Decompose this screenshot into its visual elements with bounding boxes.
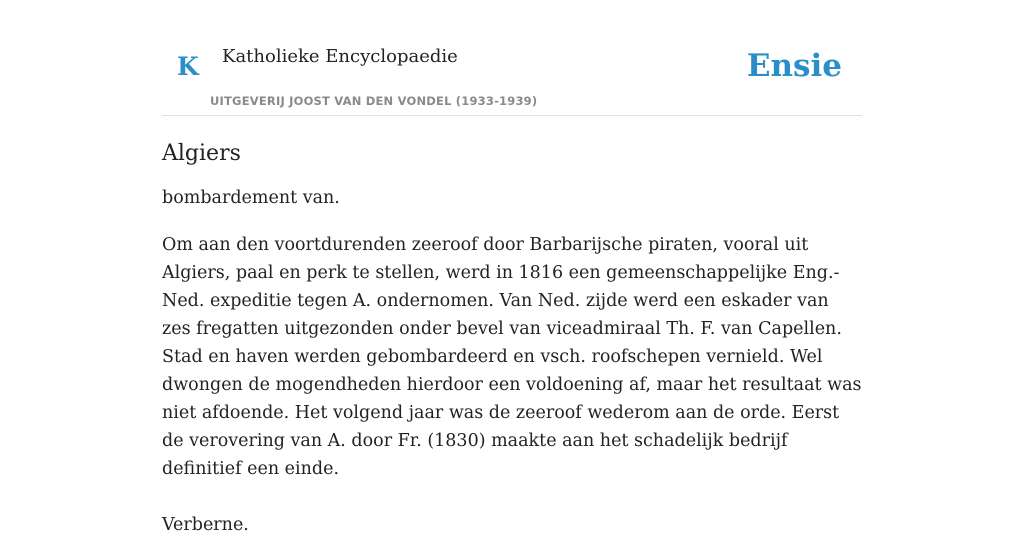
publisher-label: UITGEVERIJ JOOST VAN DEN VONDEL (1933-1939) [210, 94, 538, 108]
site-header [162, 0, 862, 116]
article-author: Verberne. [162, 515, 249, 535]
article [162, 138, 862, 539]
encyclopedia-title[interactable]: Katholieke Encyclopaedie [222, 46, 458, 67]
article-title: Algiers [162, 141, 241, 166]
ensie-logo-link[interactable]: Ensie [746, 48, 842, 84]
article-body: Om aan den voortdurenden zeeroof door Barbarijsche piraten, vooral uit Algiers, paal en perk te stellen, werd in 1816 een gemeenschappelijke Eng.-Ned. expeditie tegen A. ondernomen. Van Ned. zijde werd een eskader van zes fregatten uitgezonden onder bevel van viceadmiraal Th. F. van Capellen. Stad en haven werden gebombardeerd en vsch. roofschepen vernield. Wel dwongen de mogendheden hierdoor een voldoening af, maar het resultaat was niet afdoende. Het volgend jaar was de zeeroof wederom aan de orde. Eerst de verovering van A. door Fr. (1830) maakte aan het schadelijk bedrijf definitief een einde. [162, 235, 862, 479]
article-subtitle: bombardement van. [162, 188, 340, 208]
encyclopedia-logo[interactable]: K [177, 52, 199, 81]
